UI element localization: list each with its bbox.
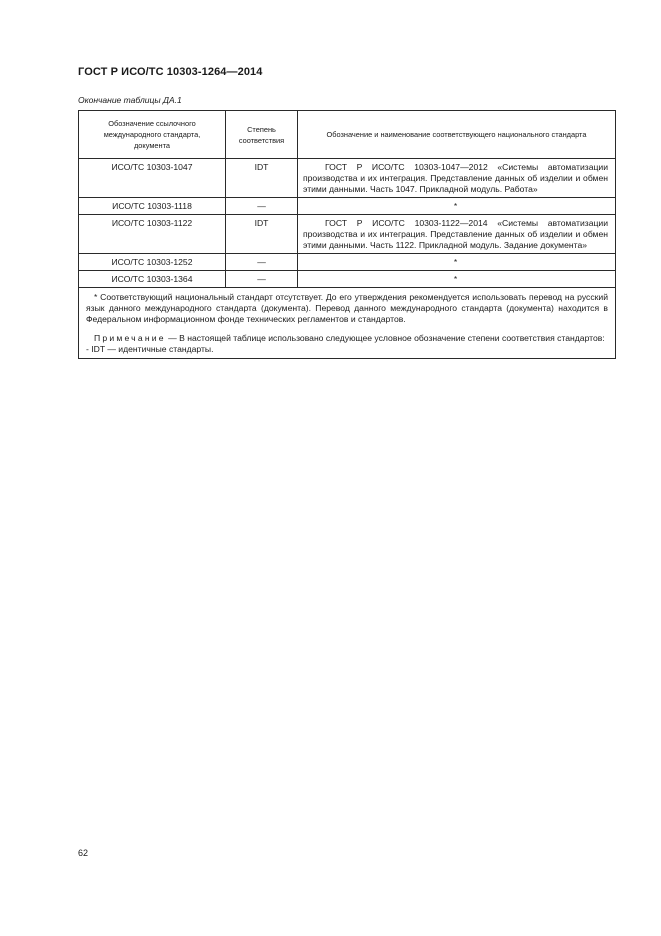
cell-reference-standard: ИСО/ТС 10303-1364 bbox=[79, 271, 226, 288]
cell-reference-standard: ИСО/ТС 10303-1122 bbox=[79, 215, 226, 254]
cell-degree: — bbox=[226, 271, 298, 288]
note bbox=[86, 333, 608, 344]
cell-national-standard: * bbox=[298, 254, 616, 271]
note-item: - IDT — идентичные стандарты. bbox=[86, 344, 214, 354]
note-text: — В настоящей таблице использовано следующее условное обозначение степени соответствия стандартов: bbox=[165, 333, 605, 343]
footnote: * Соответствующий национальный стандарт отсутствует. До его утверждения рекомендуется использовать перевод на русский язык данного международного стандарта (документа). Перевод данного международного стандарта (документа) находится в Федеральном информационном фонде технических регламентов и стандартов. bbox=[86, 292, 608, 324]
table-row bbox=[79, 271, 616, 288]
cell-degree: — bbox=[226, 198, 298, 215]
note-label: Примечание bbox=[94, 333, 166, 343]
cell-degree: — bbox=[226, 254, 298, 271]
cell-degree: IDT bbox=[226, 215, 298, 254]
document-header: ГОСТ Р ИСО/ТС 10303-1264—2014 bbox=[78, 66, 263, 78]
cell-national-standard: * bbox=[298, 198, 616, 215]
header-reference-standard: Обозначение ссылочного международного стандарта, документа bbox=[79, 111, 226, 159]
correspondence-table-wrapper bbox=[78, 110, 615, 359]
table-row bbox=[79, 198, 616, 215]
cell-reference-standard: ИСО/ТС 10303-1118 bbox=[79, 198, 226, 215]
cell-reference-standard: ИСО/ТС 10303-1252 bbox=[79, 254, 226, 271]
table-row bbox=[79, 159, 616, 198]
table-caption: Окончание таблицы ДА.1 bbox=[78, 95, 182, 105]
national-standard-text: ГОСТ Р ИСО/ТС 10303-1047—2012 «Системы автоматизации производства и их интеграция. Представление данных об изделии и обмен этими данными. Часть 1047. Прикладной модуль. Работа» bbox=[303, 162, 608, 194]
table-row bbox=[79, 215, 616, 254]
cell-national-standard bbox=[298, 215, 616, 254]
cell-reference-standard: ИСО/ТС 10303-1047 bbox=[79, 159, 226, 198]
table-footer-row bbox=[79, 288, 616, 359]
cell-degree: IDT bbox=[226, 159, 298, 198]
correspondence-table bbox=[78, 110, 616, 359]
table-row bbox=[79, 254, 616, 271]
table-header-row bbox=[79, 111, 616, 159]
cell-national-standard bbox=[298, 159, 616, 198]
page-number: 62 bbox=[78, 848, 89, 858]
national-standard-text: ГОСТ Р ИСО/ТС 10303-1122—2014 «Системы автоматизации производства и их интеграция. Представление данных об изделии и обмен этими данными. Часть 1122. Прикладной модуль. Задание документа» bbox=[303, 218, 608, 250]
table-footer bbox=[79, 288, 616, 359]
cell-national-standard: * bbox=[298, 271, 616, 288]
header-degree: Степень соответствия bbox=[226, 111, 298, 159]
header-national-standard: Обозначение и наименование соответствующего национального стандарта bbox=[298, 111, 616, 159]
